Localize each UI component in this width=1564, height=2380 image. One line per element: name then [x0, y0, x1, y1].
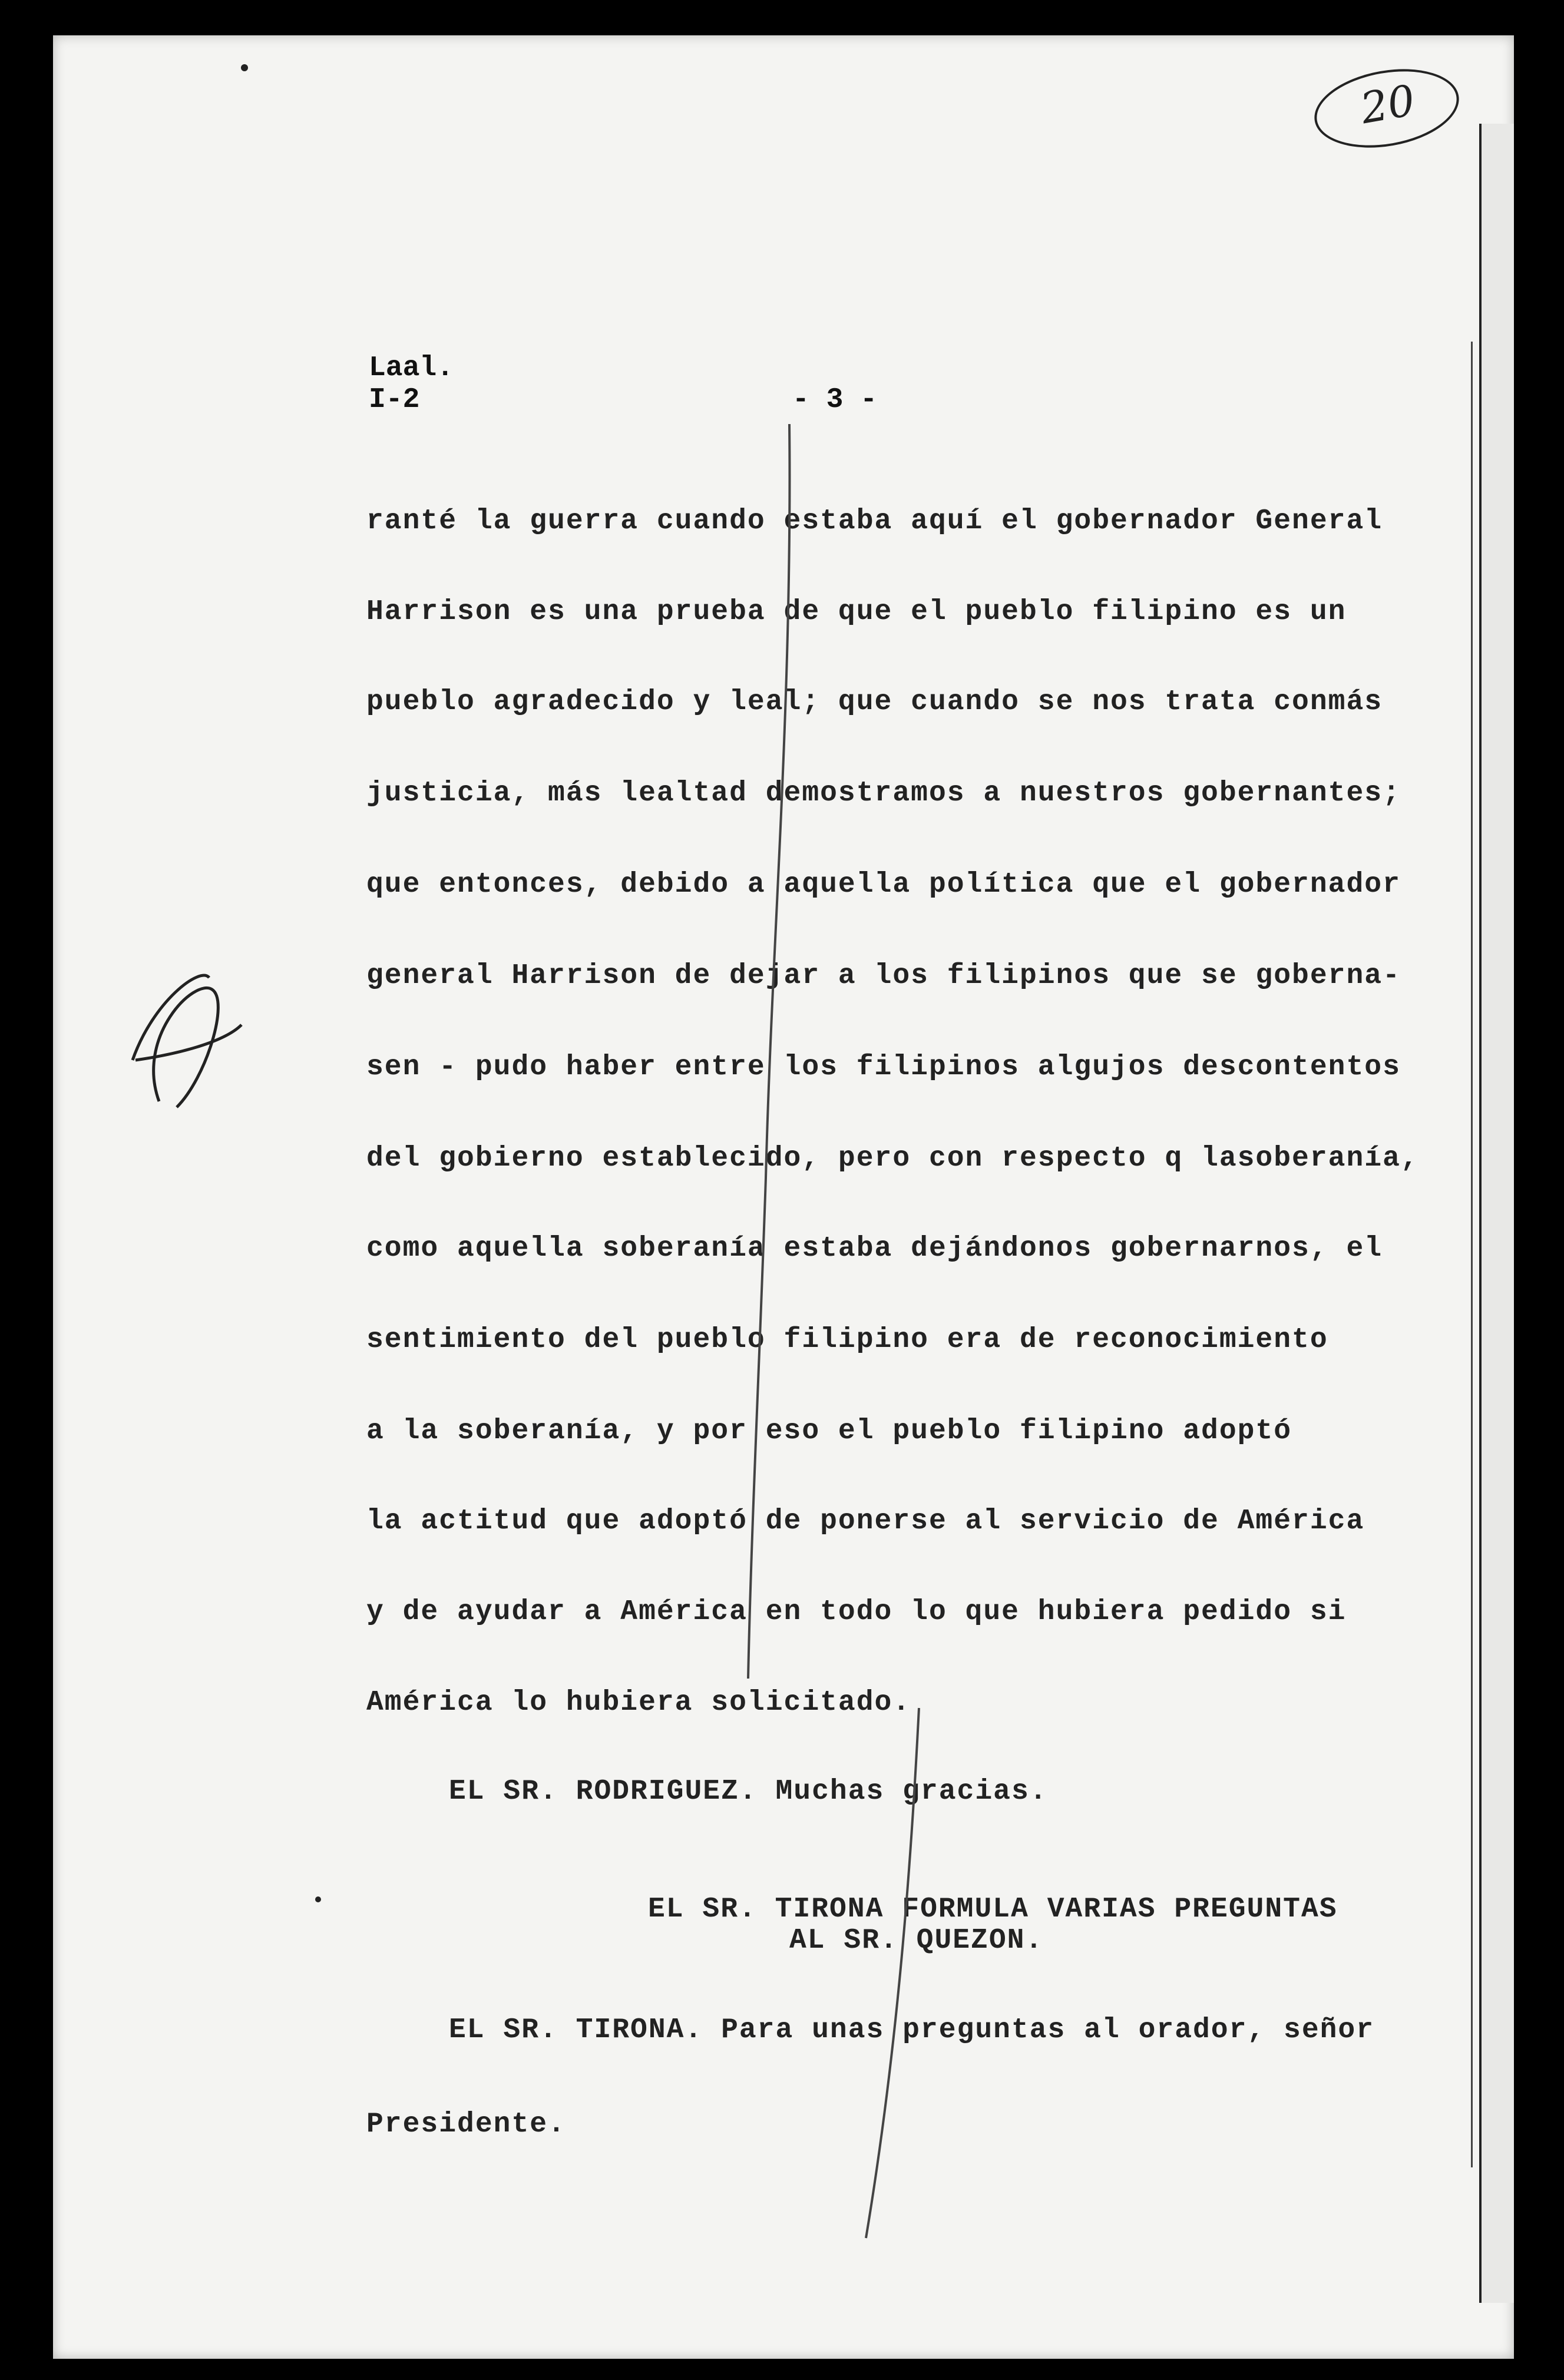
- document-code-line1: Laal.: [369, 352, 454, 384]
- body-line: del gobierno establecido, pero con respecto q lasoberanía,: [366, 1143, 1419, 1174]
- body-line: que entonces, debido a aquella política que el gobernador: [366, 869, 1401, 901]
- body-line: la actitud que adoptó de ponerse al servicio de América: [366, 1505, 1365, 1537]
- handwritten-page-number: 20: [1357, 75, 1419, 134]
- body-line: sentimiento del pueblo filipino era de reconocimiento: [366, 1324, 1328, 1356]
- speaker-tirona-line2: Presidente.: [366, 2108, 566, 2140]
- body-line: sen - pudo haber entre los filipinos algujos descontentos: [366, 1051, 1401, 1083]
- body-line: general Harrison de dejar a los filipinos que se goberna-: [366, 960, 1401, 992]
- paper-edge: [1479, 124, 1514, 2303]
- body-line: a la soberanía, y por eso el pueblo filipino adoptó: [366, 1415, 1292, 1447]
- page-marker: - 3 -: [792, 384, 878, 416]
- speaker-rodriguez-line: EL SR. RODRIGUEZ. Muchas gracias.: [449, 1776, 1048, 1808]
- document-page: [53, 35, 1514, 2359]
- document-code-line2: I-2: [369, 384, 420, 416]
- paper-edge-inner: [1471, 342, 1477, 2167]
- body-line: Harrison es una prueba de que el pueblo filipino es un: [366, 596, 1347, 628]
- section-heading-line1: EL SR. TIRONA FORMULA VARIAS PREGUNTAS: [648, 1894, 1338, 1925]
- body-line: pueblo agradecido y leal; que cuando se nos trata conmás: [366, 686, 1383, 718]
- section-heading-line2: AL SR. QUEZON.: [789, 1925, 1044, 1957]
- speaker-tirona-line: EL SR. TIRONA. Para unas preguntas al orador, señor: [449, 2014, 1375, 2046]
- body-line: como aquella soberanía estaba dejándonos gobernarnos, el: [366, 1233, 1383, 1265]
- body-line: América lo hubiera solicitado.: [366, 1687, 911, 1719]
- body-line: ranté la guerra cuando estaba aquí el gobernador General: [366, 505, 1383, 537]
- body-line: justicia, más lealtad demostramos a nuestros gobernantes;: [366, 777, 1401, 809]
- body-line: y de ayudar a América en todo lo que hubiera pedido si: [366, 1596, 1347, 1628]
